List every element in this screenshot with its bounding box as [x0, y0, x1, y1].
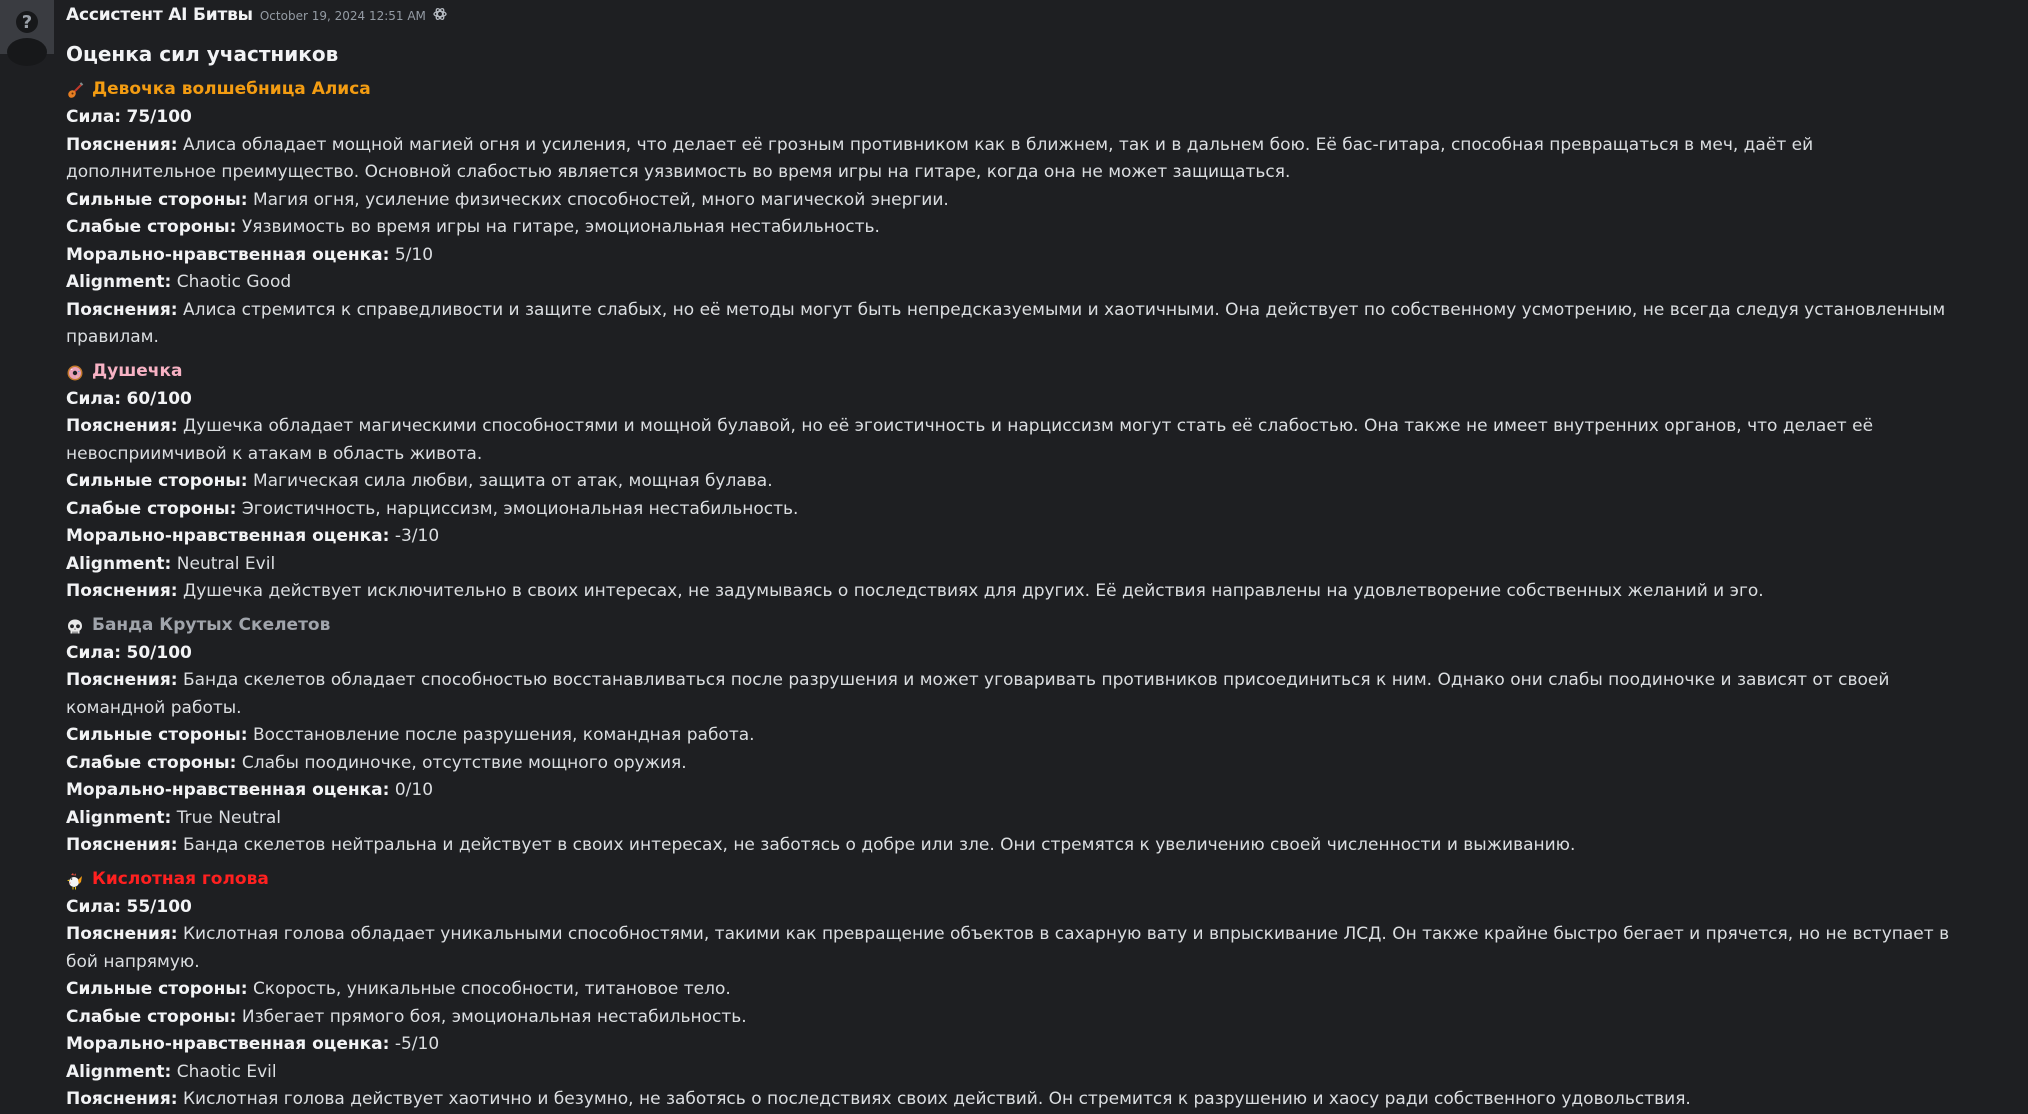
moral-line: Морально-нравственная оценка: 0/10 — [66, 780, 434, 800]
alignment-explanation-line: Пояснения: Алиса стремится к справедливости и защите слабых, но её методы могут быть непредсказуемыми и хаотичными. Она действует по собственному усмотрению, не всегда следуя установленным правилам. — [66, 299, 1946, 347]
section-title: Оценка сил участников — [66, 42, 339, 66]
strength-value: 50/100 — [126, 642, 192, 663]
rooster-icon — [66, 870, 84, 888]
character-block — [66, 610, 1968, 860]
strength-value: 60/100 — [126, 388, 192, 409]
strength-value: 75/100 — [126, 107, 192, 127]
character-heading — [66, 610, 1968, 640]
weaknesses-line: Слабые стороны: Эгоистичность, нарциссизм, эмоциональная нестабильность. — [66, 498, 799, 519]
moral-line: Морально-нравственная оценка: 5/10 — [66, 244, 434, 265]
message-content — [66, 40, 1968, 1114]
strengths-line: Сильные стороны: Скорость, уникальные способности, титановое тело. — [66, 979, 731, 999]
strengths-line: Сильные стороны: Восстановление после разрушения, командная работа. — [66, 725, 755, 745]
explanation-line: Пояснения: Душечка обладает магическими способностями и мощной булавой, но её эгоистичность и нарциссизм могут стать её слабостью. Она также не имеет внутренних органов, что делает её невосприимчивой к атакам в область живота. — [66, 416, 1874, 464]
strength-line: Сила: 75/100 — [66, 107, 192, 127]
question-mark-silhouette-icon — [0, 0, 54, 54]
donut-icon — [66, 362, 84, 380]
openai-logo-icon — [432, 4, 448, 20]
character-name: Банда Крутых Скелетов — [92, 614, 331, 635]
message-header — [66, 2, 1968, 28]
moral-line: Морально-нравственная оценка: -5/10 — [66, 1034, 440, 1054]
weaknesses-line: Слабые стороны: Слабы поодиночке, отсутствие мощного оружия. — [66, 752, 687, 773]
moral-line: Морально-нравственная оценка: -3/10 — [66, 526, 440, 546]
character-name: Душечка — [92, 360, 183, 381]
weaknesses-line: Слабые стороны: Уязвимость во время игры на гитаре, эмоциональная нестабильность. — [66, 217, 880, 237]
explanation-line: Пояснения: Алиса обладает мощной магией огня и усиления, что делает её грозным противником как в ближнем, так и в дальнем бою. Её бас-гитара, способная превращаться в меч, даёт ей дополнительное преимущество. Основной слабостью является уязвимость во время игры на гитаре, когда она не может защищаться. — [66, 134, 1814, 182]
guitar-icon — [66, 80, 84, 98]
strength-line: Сила: 55/100 — [66, 896, 192, 917]
alignment-line: Alignment: True Neutral — [66, 807, 282, 828]
character-heading — [66, 74, 1968, 104]
timestamp[interactable]: October 19, 2024 12:51 AM — [259, 9, 426, 23]
avatar[interactable] — [0, 0, 54, 54]
strength-value: 55/100 — [126, 896, 192, 917]
username[interactable]: Ассистент AI Битвы — [66, 5, 253, 25]
strengths-line: Сильные стороны: Магия огня, усиление физических способностей, много магической энергии. — [66, 189, 949, 210]
strength-line: Сила: 50/100 — [66, 642, 192, 663]
alignment-explanation-line: Пояснения: Душечка действует исключительно в своих интересах, не задумываясь о последствиях для других. Её действия направлены на удовлетворение собственных желаний и эго. — [66, 581, 1764, 601]
weaknesses-line: Слабые стороны: Избегает прямого боя, эмоциональная нестабильность. — [66, 1006, 747, 1027]
alignment-line: Alignment: Chaotic Evil — [66, 1061, 277, 1082]
character-name: Девочка волшебница Алиса — [92, 79, 371, 99]
character-block — [66, 356, 1968, 606]
alignment-explanation-line: Пояснения: Банда скелетов нейтральна и действует в своих интересах, не заботясь о добре или зле. Они стремятся к увеличению своей численности и выживанию. — [66, 835, 1576, 855]
strengths-line: Сильные стороны: Магическая сила любви, защита от атак, мощная булава. — [66, 471, 773, 491]
character-heading — [66, 356, 1968, 386]
character-block — [66, 74, 1968, 352]
character-heading — [66, 864, 1968, 894]
explanation-line: Пояснения: Банда скелетов обладает способностью восстанавливаться после разрушения и может уговаривать противников присоединиться к ним. Однако они слабы поодиночке и зависят от своей командной работы. — [66, 670, 1890, 718]
alignment-line: Alignment: Chaotic Good — [66, 272, 292, 292]
svg-text:?: ? — [21, 12, 33, 33]
alignment-line: Alignment: Neutral Evil — [66, 553, 276, 574]
skull-icon — [66, 616, 84, 634]
alignment-explanation-line: Пояснения: Кислотная голова действует хаотично и безумно, не заботясь о последствиях своих действий. Он стремится к разрушению и хаосу ради собственного удовольствия. — [66, 1089, 1691, 1109]
character-block — [66, 864, 1968, 1114]
strength-line: Сила: 60/100 — [66, 388, 192, 409]
character-name: Кислотная голова — [92, 868, 269, 889]
explanation-line: Пояснения: Кислотная голова обладает уникальными способностями, такими как превращение объектов в сахарную вату и впрыскивание ЛСД. Он также крайне быстро бегает и прячется, но не вступает в бой напрямую. — [66, 924, 1950, 972]
